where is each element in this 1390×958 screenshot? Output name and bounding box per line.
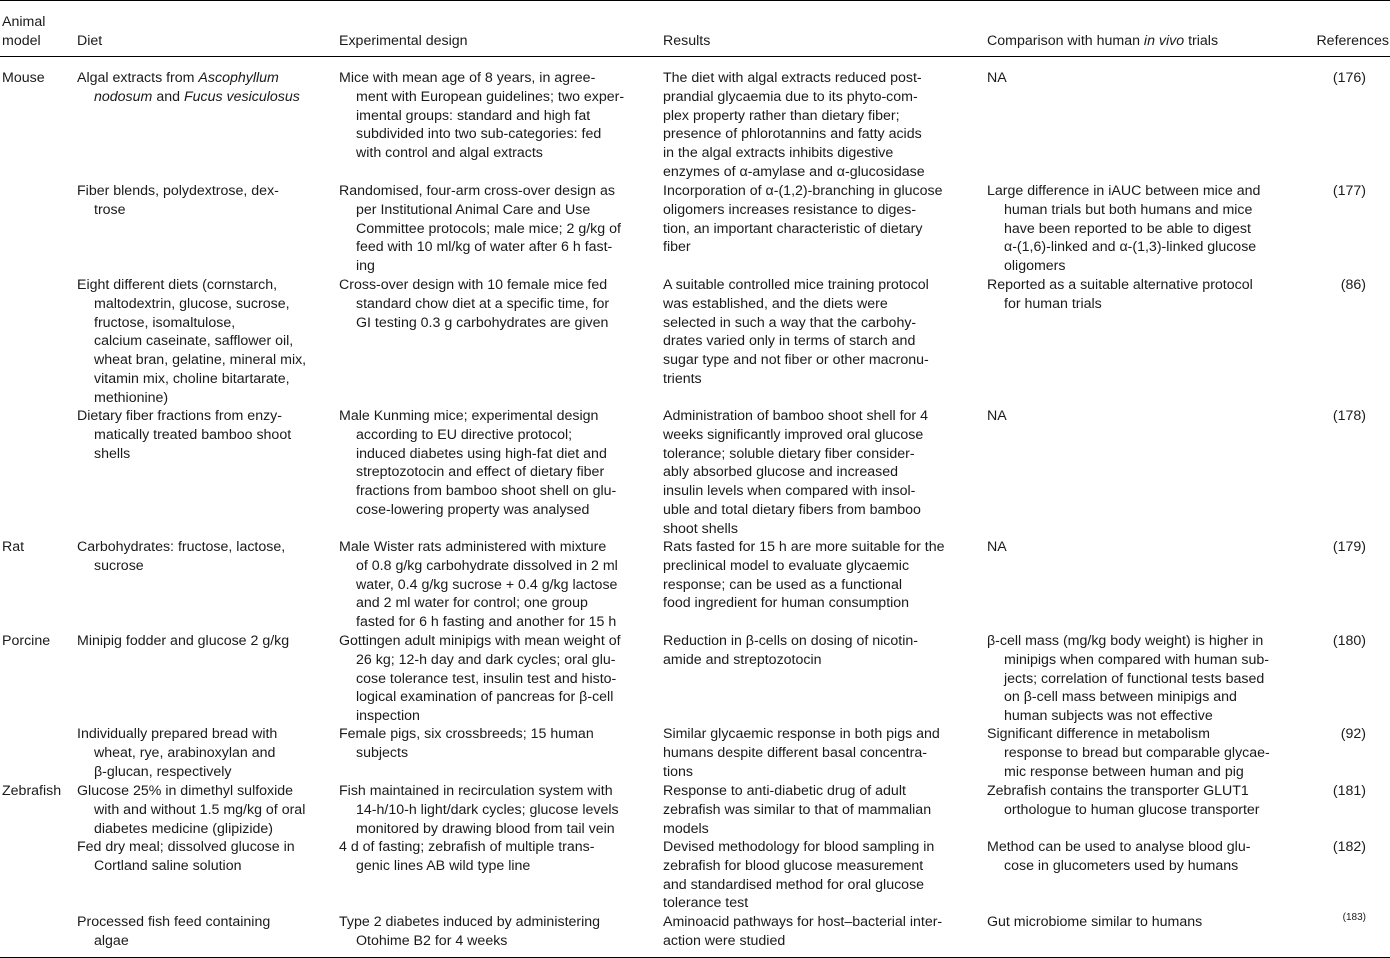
cell-diet <box>77 538 285 576</box>
cell-diet-line: shells <box>94 445 131 462</box>
header-animal-model-line1: Animal <box>2 14 46 30</box>
cell-experimental-design-line: with control and algal extracts <box>356 145 543 162</box>
cell-experimental-design-line: and 2 ml water for control; one group <box>356 595 588 612</box>
cell-experimental-design-line: fractions from bamboo shoot shell on glu- <box>356 483 617 500</box>
cell-animal-model: Zebrafish <box>2 783 62 799</box>
cell-results-line: drates varied only in terms of starch and <box>663 333 916 350</box>
cell-diet-line: Eight different diets (cornstarch, <box>77 277 278 293</box>
cell-experimental-design-line: inspection <box>356 708 420 725</box>
cell-comparison-line: minipigs when compared with human sub- <box>1004 651 1269 668</box>
cell-diet-line: wheat, rye, arabinoxylan and <box>94 744 276 761</box>
cell-results <box>663 782 931 838</box>
cell-comparison-line: Large difference in iAUC between mice and <box>987 183 1261 199</box>
cell-diet <box>77 407 291 463</box>
cell-results <box>663 182 943 257</box>
cell-results-line: Incorporation of α-(1,2)-branching in glucose <box>663 183 943 199</box>
cell-comparison-line: Zebrafish contains the transporter GLUT1 <box>987 783 1249 799</box>
cell-comparison-line: α-(1,6)-linked and α-(1,3)-linked glucose <box>1004 239 1257 256</box>
header-references: References <box>1316 33 1389 49</box>
cell-experimental-design <box>339 632 621 726</box>
cell-reference <box>1333 407 1366 426</box>
cell-results-line: The diet with algal extracts reduced post- <box>663 70 922 86</box>
cell-experimental-design-line: induced diabetes using high-fat diet and <box>356 445 607 462</box>
cell-results-line: A suitable controlled mice training protocol <box>663 277 929 293</box>
cell-reference <box>1333 632 1366 651</box>
cell-comparison-line: NA <box>987 539 1007 555</box>
reference-number: (178) <box>1332 408 1366 424</box>
cell-results-line: plex property rather than dietary fiber; <box>663 107 900 124</box>
cell-reference <box>1333 782 1366 801</box>
header-diet: Diet <box>77 33 103 49</box>
cell-experimental-design <box>339 407 616 520</box>
cell-results-line: presence of phlorotannins and fatty acids <box>663 126 922 143</box>
cell-results-line: selected in such a way that the carbohy- <box>663 314 917 331</box>
cell-experimental-design-line: genic lines AB wild type line <box>356 857 531 874</box>
cell-results-line: insulin levels when compared with insol- <box>663 483 916 500</box>
cell-comparison-line: Gut microbiome similar to humans <box>987 914 1203 930</box>
cell-experimental-design-line: according to EU directive protocol; <box>356 426 573 443</box>
cell-experimental-design-line: Committee protocols; male mice; 2 g/kg of <box>356 220 621 237</box>
cell-results-line: tolerance; soluble dietary fiber consider- <box>663 445 915 462</box>
cell-experimental-design-line: Male Wister rats administered with mixture <box>339 539 607 555</box>
cell-experimental-design-line: per Institutional Animal Care and Use <box>356 201 591 218</box>
cell-reference <box>1341 725 1366 744</box>
reference-number: (92) <box>1340 726 1366 742</box>
cell-results-line: tolerance test <box>663 895 749 912</box>
reference-number: (179) <box>1332 539 1366 555</box>
cell-experimental-design-line: 14-h/10-h light/dark cycles; glucose levels <box>356 801 619 818</box>
cell-results-line: fiber <box>663 239 691 256</box>
cell-results-line: ably absorbed glucose and increased <box>663 464 899 481</box>
cell-comparison <box>987 538 1007 557</box>
cell-results <box>663 632 918 670</box>
cell-comparison-line: response to bread but comparable glycae- <box>1004 744 1270 761</box>
cell-results-line: Devised methodology for blood sampling in <box>663 839 935 855</box>
cell-diet <box>77 782 305 838</box>
cell-experimental-design-line: Mice with mean age of 8 years, in agree- <box>339 70 596 86</box>
cell-diet-line: Fiber blends, polydextrose, dex- <box>77 183 279 199</box>
cell-diet-line: sucrose <box>94 557 144 574</box>
header-comparison <box>987 32 1218 51</box>
cell-experimental-design-line: subjects <box>356 744 409 761</box>
cell-comparison-line: human trials but both humans and mice <box>1004 201 1253 218</box>
cell-reference <box>1333 538 1366 557</box>
cell-comparison-line: on β-cell mass between minipigs and <box>1004 689 1237 706</box>
cell-comparison-line: have been reported to be able to digest <box>1004 220 1251 237</box>
cell-results-line: Reduction in β-cells on dosing of nicotin- <box>663 633 919 649</box>
cell-reference <box>1333 69 1366 88</box>
cell-experimental-design-line: Cross-over design with 10 female mice fed <box>339 277 608 293</box>
cell-experimental-design-line: water, 0.4 g/kg sucrose + 0.4 g/kg lactose <box>356 576 618 593</box>
cell-diet <box>77 276 306 408</box>
cell-animal-model: Mouse <box>2 70 45 86</box>
cell-results <box>663 407 928 539</box>
header-animal-model <box>2 13 45 51</box>
cell-diet-line: Fed dry meal; dissolved glucose in <box>77 839 295 855</box>
cell-results <box>663 725 940 781</box>
cell-diet <box>77 632 289 651</box>
cell-experimental-design-line: ing <box>356 258 375 275</box>
cell-results <box>663 538 945 613</box>
cell-comparison <box>987 913 1202 932</box>
cell-diet <box>77 182 279 220</box>
reference-number: (180) <box>1332 633 1366 649</box>
cell-comparison-line: Method can be used to analyse blood glu- <box>987 839 1251 855</box>
cell-results-line: preclinical model to evaluate glycaemic <box>663 557 910 574</box>
cell-experimental-design-line: Male Kunming mice; experimental design <box>339 408 599 424</box>
cell-diet-line: fructose, isomaltulose, <box>94 314 236 331</box>
cell-experimental-design-line: Randomised, four-arm cross-over design as <box>339 183 615 199</box>
cell-results <box>663 913 942 951</box>
cell-diet-line: Carbohydrates: fructose, lactose, <box>77 539 286 555</box>
cell-results-line: models <box>663 820 709 837</box>
cell-diet-line: Algal extracts from Ascophyllum <box>77 70 279 86</box>
cell-diet-line: Processed fish feed containing <box>77 914 271 930</box>
cell-results-line: tion, an important characteristic of dietary <box>663 220 923 237</box>
cell-results-line: enzymes of α-amylase and α-glucosidase <box>663 163 925 180</box>
cell-experimental-design <box>339 276 609 332</box>
cell-diet-line: nodosum and Fucus vesiculosus <box>94 88 300 105</box>
cell-experimental-design <box>339 838 595 876</box>
cell-results-line: food ingredient for human consumption <box>663 595 910 612</box>
cell-comparison-line: human subjects was not effective <box>1004 708 1213 725</box>
cell-experimental-design <box>339 725 594 763</box>
cell-animal-model: Rat <box>2 539 25 555</box>
cell-comparison <box>987 632 1269 726</box>
cell-experimental-design-line: monitored by drawing blood from tail vein <box>356 820 615 837</box>
cell-results-line: trients <box>663 370 702 387</box>
cell-diet-line: maltodextrin, glucose, sucrose, <box>94 295 290 312</box>
cell-reference <box>1341 276 1366 295</box>
reference-number: (183) <box>1342 912 1366 923</box>
cell-experimental-design-line: ment with European guidelines; two exper- <box>356 88 625 105</box>
cell-comparison-line: oligomers <box>1004 258 1066 275</box>
cell-comparison-line: for human trials <box>1004 295 1102 312</box>
table-header-rule <box>0 56 1390 57</box>
cell-results-line: weeks significantly improved oral glucose <box>663 426 924 443</box>
cell-experimental-design <box>339 913 600 951</box>
reference-number: (176) <box>1332 70 1366 86</box>
reference-number: (177) <box>1332 183 1366 199</box>
cell-comparison <box>987 725 1270 781</box>
cell-comparison <box>987 276 1253 314</box>
cell-diet-line: calcium caseinate, safflower oil, <box>94 333 294 350</box>
reference-number: (182) <box>1332 839 1366 855</box>
cell-comparison <box>987 182 1260 276</box>
cell-diet-line: trose <box>94 201 126 218</box>
cell-diet <box>77 913 270 951</box>
cell-reference <box>1343 913 1366 934</box>
cell-results-line: Rats fasted for 15 h are more suitable for the <box>663 539 945 555</box>
cell-results-line: zebrafish was similar to that of mammalian <box>663 801 932 818</box>
cell-results-line: shoot shells <box>663 520 738 537</box>
cell-results-line: and standardised method for oral glucose <box>663 876 925 893</box>
cell-comparison <box>987 838 1250 876</box>
cell-reference <box>1333 838 1366 857</box>
cell-experimental-design <box>339 69 624 163</box>
header-comparison-part3: trials <box>1184 33 1219 49</box>
cell-animal-model: Porcine <box>2 633 51 649</box>
cell-experimental-design-line: cose tolerance test, insulin test and histo- <box>356 670 617 687</box>
cell-results-line: Response to anti-diabetic drug of adult <box>663 783 906 799</box>
cell-comparison-line: Reported as a suitable alternative protocol <box>987 277 1253 293</box>
cell-diet <box>77 725 277 781</box>
cell-experimental-design-line: Fish maintained in recirculation system with <box>339 783 613 799</box>
cell-diet-line: algae <box>94 932 129 949</box>
cell-results-line: was established, and the diets were <box>663 295 888 312</box>
header-experimental-design: Experimental design <box>339 33 468 49</box>
cell-experimental-design-line: subdivided into two sub-categories: fed <box>356 126 602 143</box>
cell-results <box>663 276 929 389</box>
cell-experimental-design-line: Gottingen adult minipigs with mean weight of <box>339 633 621 649</box>
cell-experimental-design-line: cose-lowering property was analysed <box>356 501 590 518</box>
cell-diet-line: Glucose 25% in dimethyl sulfoxide <box>77 783 294 799</box>
cell-experimental-design-line: standard chow diet at a specific time, for <box>356 295 610 312</box>
header-animal-model-line2: model <box>2 32 41 49</box>
cell-results-line: action were studied <box>663 932 786 949</box>
cell-results-line: humans despite different basal concentra- <box>663 744 927 761</box>
cell-experimental-design-line: 26 kg; 12-h day and dark cycles; oral glu- <box>356 651 616 668</box>
cell-results-line: tions <box>663 763 693 780</box>
reference-number: (181) <box>1332 783 1366 799</box>
cell-comparison-line: mic response between human and pig <box>1004 763 1244 780</box>
cell-results-line: uble and total dietary fibers from bamboo <box>663 501 921 518</box>
cell-results-line: sugar type and not fiber or other macronu- <box>663 352 929 369</box>
table-top-rule <box>0 0 1390 1</box>
cell-experimental-design-line: Otohime B2 for 4 weeks <box>356 932 508 949</box>
cell-comparison-line: cose in glucometers used by humans <box>1004 857 1239 874</box>
cell-diet <box>77 838 295 876</box>
cell-comparison <box>987 782 1260 820</box>
cell-diet-line: diabetes medicine (glipizide) <box>94 820 274 837</box>
cell-results-line: in the algal extracts inhibits digestive <box>663 145 894 162</box>
cell-results-line: oligomers increases resistance to diges- <box>663 201 917 218</box>
cell-diet-line: matically treated bamboo shoot <box>94 426 292 443</box>
cell-comparison-line: NA <box>987 70 1007 86</box>
cell-experimental-design-line: streptozotocin and effect of dietary fiber <box>356 464 605 481</box>
header-comparison-part1: Comparison with human <box>987 33 1144 49</box>
cell-experimental-design-line: fasted for 6 h fasting and another for 15 h <box>356 614 617 631</box>
cell-diet-line: Dietary fiber fractions from enzy- <box>77 408 282 424</box>
cell-experimental-design-line: of 0.8 g/kg carbohydrate dissolved in 2 ml <box>356 557 618 574</box>
cell-diet-line: methionine) <box>94 389 169 406</box>
cell-comparison-line: Significant difference in metabolism <box>987 726 1210 742</box>
cell-diet <box>77 69 300 107</box>
cell-diet-line: with and without 1.5 mg/kg of oral <box>94 801 306 818</box>
cell-experimental-design-line: Type 2 diabetes induced by administering <box>339 914 601 930</box>
cell-results-line: Similar glycaemic response in both pigs and <box>663 726 940 742</box>
cell-experimental-design-line: GI testing 0.3 g carbohydrates are given <box>356 314 609 331</box>
cell-results-line: Aminoacid pathways for host–bacterial inter- <box>663 914 943 930</box>
cell-results-line: zebrafish for blood glucose measurement <box>663 857 924 874</box>
cell-experimental-design-line: Female pigs, six crossbreeds; 15 human <box>339 726 594 742</box>
cell-experimental-design <box>339 182 621 276</box>
header-results: Results <box>663 33 711 49</box>
cell-experimental-design-line: 4 d of fasting; zebrafish of multiple trans- <box>339 839 595 855</box>
cell-comparison <box>987 69 1007 88</box>
cell-experimental-design <box>339 782 619 838</box>
cell-results-line: Administration of bamboo shoot shell for 4 <box>663 408 928 424</box>
cell-diet-line: wheat bran, gelatine, mineral mix, <box>94 352 307 369</box>
cell-comparison-line: NA <box>987 408 1007 424</box>
cell-comparison-line: orthologue to human glucose transporter <box>1004 801 1260 818</box>
cell-results-line: response; can be used as a functional <box>663 576 902 593</box>
cell-diet-line: Cortland saline solution <box>94 857 242 874</box>
cell-results-line: amide and streptozotocin <box>663 651 822 668</box>
cell-diet-line: vitamin mix, choline bitartarate, <box>94 370 290 387</box>
cell-diet-line: β-glucan, respectively <box>94 763 232 780</box>
cell-diet-line: Minipig fodder and glucose 2 g/kg <box>77 633 290 649</box>
cell-comparison-line: β-cell mass (mg/kg body weight) is higher in <box>987 633 1264 649</box>
cell-experimental-design-line: feed with 10 ml/kg of water after 6 h fast- <box>356 239 613 256</box>
header-comparison-italic: in vivo <box>1143 33 1185 49</box>
cell-experimental-design-line: logical examination of pancreas for β-cell <box>356 689 614 706</box>
cell-results <box>663 838 934 913</box>
cell-diet-line: Individually prepared bread with <box>77 726 278 742</box>
reference-number: (86) <box>1340 277 1366 293</box>
cell-comparison-line: jects; correlation of functional tests based <box>1004 670 1265 687</box>
cell-results <box>663 69 925 182</box>
cell-experimental-design-line: imental groups: standard and high fat <box>356 107 591 124</box>
cell-reference <box>1333 182 1366 201</box>
cell-results-line: prandial glycaemia due to its phyto-com- <box>663 88 918 105</box>
cell-comparison <box>987 407 1007 426</box>
cell-experimental-design <box>339 538 618 632</box>
